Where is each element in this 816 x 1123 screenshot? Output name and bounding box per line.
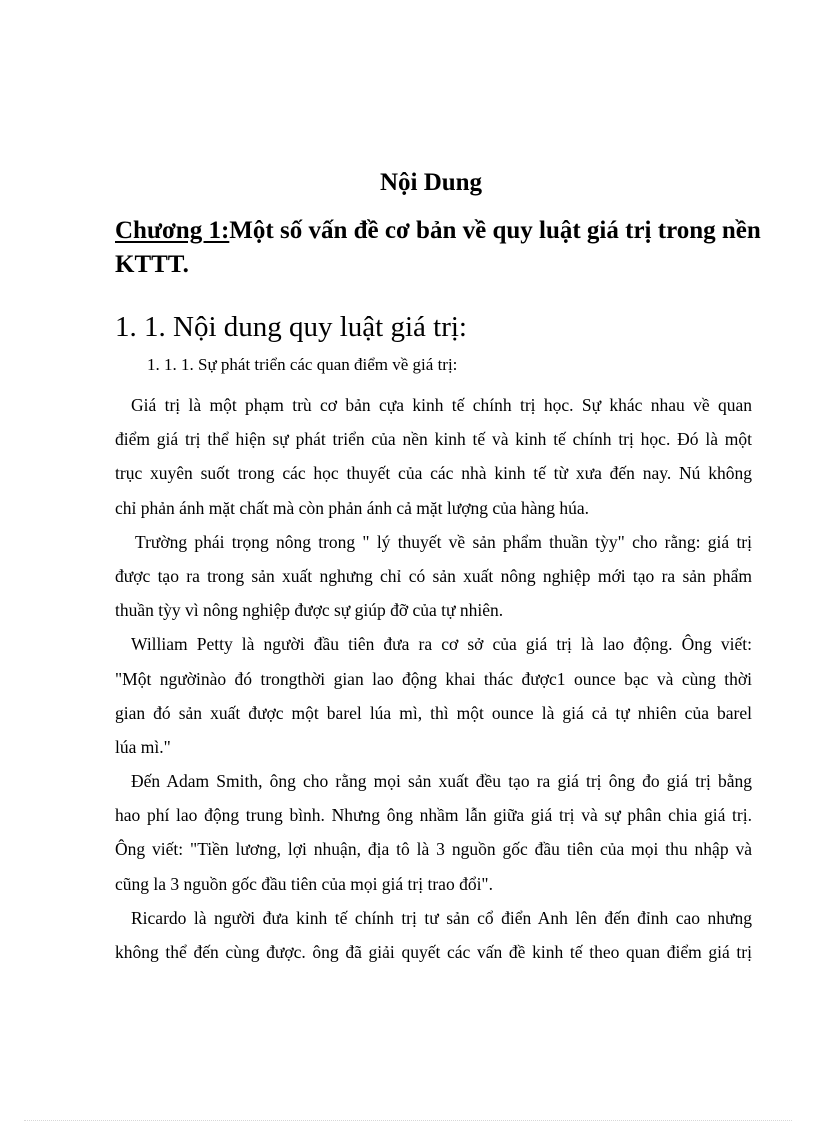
- body-text: [115, 388, 752, 969]
- paragraph-line: Trường phái trọng nông trong " lý thuyết về sản phẩm thuần tỳy" cho rằng: giá trị: [135, 531, 752, 552]
- subsection-heading: 1. 1. 1. Sự phát triển các quan điểm về giá trị:: [147, 355, 458, 374]
- page-title: Nội Dung: [379, 169, 483, 196]
- paragraph-line: không thể đến cùng được. ông đã giải quyết các vấn đề kinh tế theo quan điểm giá trị: [115, 942, 752, 962]
- paragraph-line: Ông viết: "Tiền lương, lợi nhuận, địa tô là 3 nguồn gốc đầu tiên của mọi thu nhập và: [115, 839, 752, 860]
- paragraph-2: [115, 525, 752, 628]
- paragraph-line: được tạo ra trong sản xuất nghưng chỉ có sản xuất nông nghiệp mới tạo ra sản phẩm: [115, 565, 752, 586]
- paragraph-line: gian đó sản xuất được một barel lúa mì, thì một ounce là giá cả tự nhiên của barel: [115, 702, 752, 723]
- paragraph-line: hao phí lao động trung bình. Nhưng ông nhầm lẫn giữa giá trị và sự phân chia giá trị.: [115, 805, 752, 826]
- paragraph-line: Đến Adam Smith, ông cho rằng mọi sản xuất đều tạo ra giá trị ông đo giá trị bằng: [131, 771, 752, 792]
- paragraph-4: [115, 764, 752, 901]
- chapter-heading-line-1: [115, 214, 765, 248]
- paragraph-5: [115, 901, 752, 969]
- chapter-heading-line-2: KTTT.: [115, 251, 189, 279]
- paragraph-line: trục xuyên suốt trong các học thuyết của các nhà kinh tế từ xưa đến nay. Nú không: [115, 463, 752, 484]
- section-heading: 1. 1. Nội dung quy luật giá trị:: [115, 311, 467, 343]
- chapter-heading: [115, 214, 765, 282]
- paragraph-line: chỉ phản ánh mặt chất mà còn phản ánh cả mặt lượng của hàng húa.: [115, 497, 590, 518]
- paragraph-line: "Một ngườinào đó trongthời gian lao động khai thác được1 ounce bạc và cùng thời: [115, 668, 752, 689]
- chapter-title-part-1: Một số vấn đề cơ bản về quy luật giá trị trong nền: [229, 217, 761, 244]
- paragraph-1: [115, 388, 752, 525]
- page-bottom-rule: [24, 1120, 792, 1121]
- paragraph-line: lúa mì.": [115, 736, 171, 757]
- paragraph-line: Giá trị là một phạm trù cơ bản cựa kinh tế chính trị học. Sự khác nhau về quan: [131, 395, 752, 415]
- paragraph-line: William Petty là người đầu tiên đưa ra cơ sở của giá trị là lao động. Ông viết:: [131, 634, 752, 655]
- paragraph-line: Ricardo là người đưa kinh tế chính trị tư sản cổ điển Anh lên đến đỉnh cao nhưng: [131, 907, 752, 928]
- paragraph-line: cũng la 3 nguồn gốc đầu tiên của mọi giá trị trao đổi".: [115, 873, 493, 894]
- paragraph-3: [115, 627, 752, 764]
- paragraph-line: điểm giá trị thể hiện sự phát triển của nền kinh tế và kinh tế chính trị học. Đó là một: [115, 429, 752, 450]
- paragraph-line: thuần tỳy vì nông nghiệp được sự giúp đỡ của tự nhiên.: [115, 600, 504, 621]
- chapter-label: Chương 1:: [115, 217, 230, 244]
